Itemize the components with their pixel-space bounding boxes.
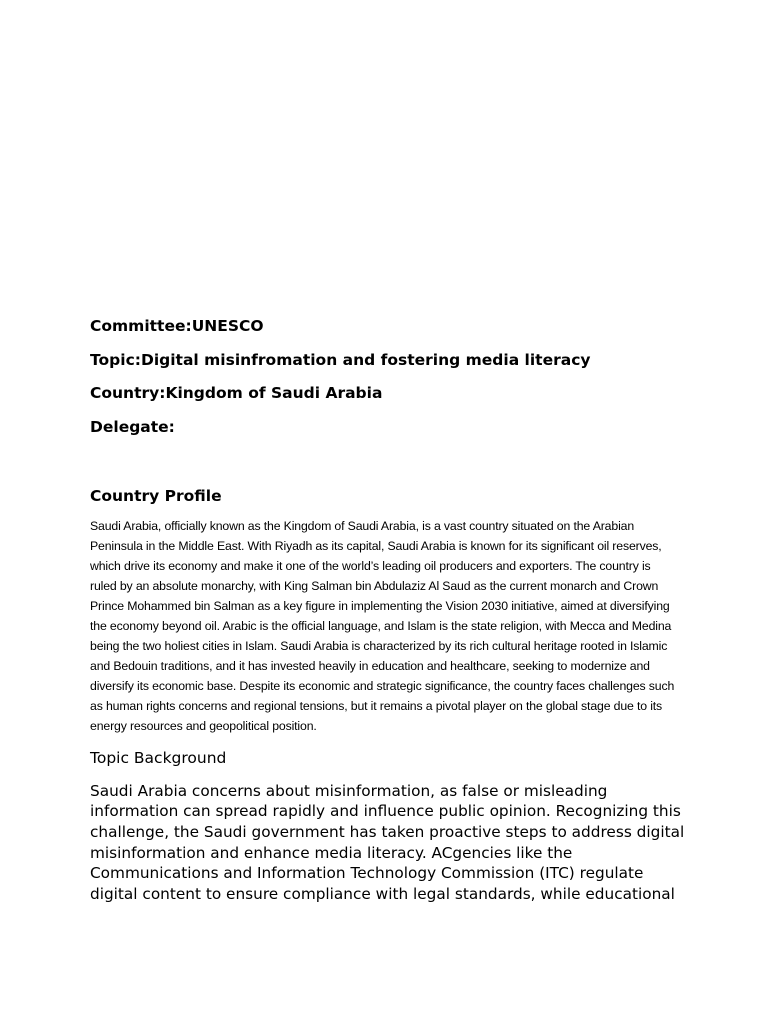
- delegate-label: Delegate:: [90, 417, 175, 436]
- committee-value: UNESCO: [191, 317, 264, 335]
- delegate-line: [90, 417, 690, 438]
- topic-background-body: Saudi Arabia concerns about misinformation, as false or misleading information can spread rapidly and influence public opinion. Recognizing this challenge, the Saudi government has taken proactive steps to address digital misinformation and enhance media literacy. ACgencies like the Communications and Information Technology Commission (ITC) regulate digital content to ensure compliance with legal standards, while educational: [90, 781, 685, 904]
- country-label: Country:: [90, 384, 166, 402]
- topic-value: Digital misinfromation and fostering media literacy: [140, 350, 591, 369]
- committee-label: Committee:: [90, 317, 192, 335]
- topic-background-heading: Topic Background: [90, 748, 227, 767]
- topic-line: [90, 350, 690, 371]
- country-profile-body: Saudi Arabia, officially known as the Kingdom of Saudi Arabia, is a vast country situated on the Arabian Peninsula in the Middle East. With Riyadh as its capital, Saudi Arabia is known for its significant oil reserves, which drive its economy and make it one of the world’s leading oil producers and exporters. The country is ruled by an absolute monarchy, with King Salman bin Abdulaziz Al Saud as the current monarch and Crown Prince Mohammed bin Salman as a key figure in implementing the Vision 2030 initiative, aimed at diversifying the economy beyond oil. Arabic is the official language, and Islam is the state religion, with Mecca and Medina being the two holiest cities in Islam. Saudi Arabia is characterized by its rich cultural heritage rooted in Islamic and Bedouin traditions, and it has invested heavily in education and healthcare, seeking to modernize and diversify its economic base. Despite its economic and strategic significance, the country faces challenges such as human rights concerns and regional tensions, but it remains a pivotal player on the global stage due to its energy resources and geopolitical position.: [90, 518, 675, 733]
- document-content: [90, 316, 690, 905]
- committee-line: [90, 316, 690, 337]
- country-line: [90, 383, 690, 404]
- topic-label: Topic:: [90, 350, 141, 369]
- country-value: Kingdom of Saudi Arabia: [165, 384, 383, 402]
- country-profile-heading: Country Profile: [90, 486, 222, 505]
